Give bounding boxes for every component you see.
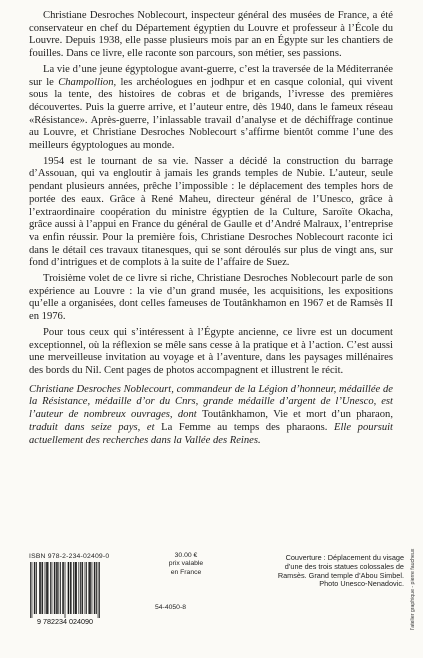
product-code: 54-4050-8	[155, 604, 186, 611]
book-title-2: La Femme au temps des pharaons.	[161, 421, 328, 433]
paragraph-intro: Christiane Desroches Noblecourt, inspecteur général des musées de France, a été conservateur en chef du Département égyptien du Louvre et professeur à l’École du Louvre. Depuis 1938, elle passe plusieurs mois par an en Égypte sur les chantiers de fouilles. Dans ce livre, elle raconte son parcours, son métier, ses passions.	[29, 10, 393, 60]
paragraph-early-career-b: les archéologues en jodhpur et en casque colonial, qui vivent sous la tente, des histoires de cobras et de brigands, l’ivresse des premières découvertes. Puis la guerre arrive, et l’auteur entre, dès 1940, dans le fameux réseau «Résistance». Après-guerre, l’inlassable travail d’analyse et de déchiffrage continue au Louvre, et Christiane Desroches Noblecourt s’affirme bientôt comme l’une des meilleurs égyptologues au monde.	[29, 76, 393, 152]
paragraph-nubia: 1954 est le tournant de sa vie. Nasser a décidé la construction du barrage d’Assouan, qui va engloutir à jamais les grands temples de Nubie. L’auteur, seule pendant plusieurs années, prêche l’impossible : le déplacement des temples hors de portée des eaux. Grâce à René Maheu, directeur général de l’Unesco, grâce à l’extraordinaire coopération du ministre égyptien de la Culture, Saroïte Okacha, grâce aussi à l’appui en France du général de Gaulle et d’André Malraux, l’entreprise va enfin réussir. Pour la première fois, Christiane Desroches Noblecourt raconte ici dans le détail ces travaux titanesques, qui se sont déroulés sur plus de vingt ans, sur fond d’intrigues et de complots à la suite de l’affaire de Suez.	[29, 155, 393, 269]
paragraph-louvre: Troisième volet de ce livre si riche, Christiane Desroches Noblecourt parle de son expérience au Louvre : la vie d’un grand musée, les acquisitions, les expositions qu’elle a organisées, dont celles fameuses de Toutânkhamon en 1967 et de Ramsès II en 1976.	[29, 273, 393, 323]
cover-credit-line-1: Couverture : Déplacement du visage	[285, 553, 404, 562]
paragraph-conclusion: Pour tous ceux qui s’intéressent à l’Égypte ancienne, ce livre est un document exceptionnel, où la réflexion se mêle sans cesse à la pratique et à l’action. C’est aussi une merveilleuse invitation au voyage et à l’aventure, dans les paysages millénaires des bords du Nil. Cent pages de photos accompagnent et illustrent le récit.	[29, 326, 393, 376]
paragraph-early-career-a: La vie d’une jeune égyptologue avant-guerre, c’est la traversée de la Méditerranée sur le	[29, 63, 393, 88]
book-title-1: Toutânkhamon, Vie et mort d’un pharaon,	[202, 409, 393, 421]
barcode	[29, 562, 101, 626]
isbn-label: ISBN 978-2-234-02409-0	[29, 553, 110, 560]
cover-credit-line-2: d’une des trois statues colossales de	[284, 561, 404, 571]
price-amount: 30.00 €	[174, 552, 198, 559]
author-bio	[29, 384, 393, 448]
price-note-2: en France	[170, 568, 202, 576]
design-credit: l’atelier graphique - pierre faucheux	[410, 548, 416, 630]
barcode-digits: 9 782234 024090	[37, 617, 93, 626]
paragraph-early-career	[29, 64, 393, 153]
cover-credit-line-4: Photo Unesco-Nenadovic.	[319, 579, 404, 589]
bio-c: Elle poursuit actuellement des recherches dans la Vallée des Reines.	[29, 421, 393, 446]
cover-credit	[252, 554, 404, 589]
cover-credit-line-3: Ramsès. Grand temple d’Abou Simbel.	[277, 570, 404, 580]
price-block	[163, 552, 209, 577]
bio-a: Christiane Desroches Noblecourt, commandeur de la Légion d’honneur, médaillée de la Résistance, médaille d’or du Cnrs, grande médaille d’argent de l’Unesco, est l’auteur de nombreux ouvrages, dont	[29, 383, 393, 421]
price-note-1: prix valable	[168, 560, 204, 568]
bio-b: traduit dans seize pays, et	[29, 421, 162, 433]
ship-name: Champollion,	[58, 76, 117, 88]
back-cover-text	[29, 10, 393, 447]
